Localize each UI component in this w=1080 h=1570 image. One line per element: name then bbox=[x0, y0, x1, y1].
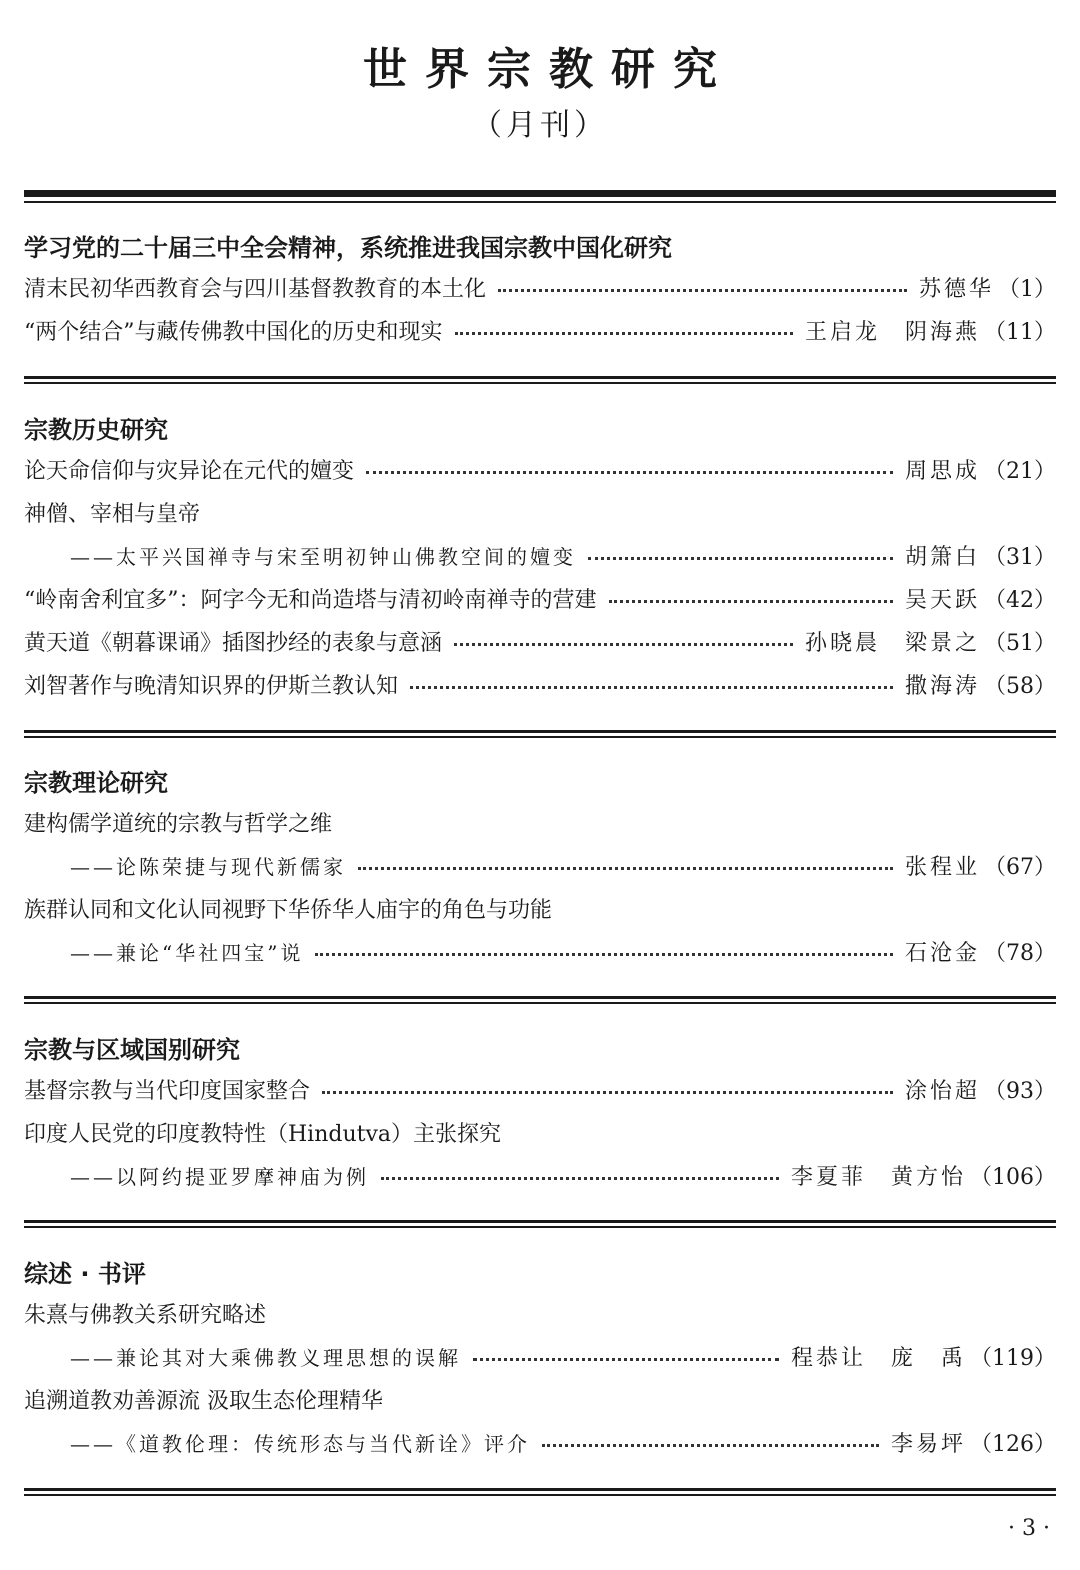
entry-author: 孙晓晨 梁景之 bbox=[804, 631, 980, 656]
dot-leader bbox=[366, 471, 893, 474]
entry-author: 张程业 bbox=[904, 855, 980, 880]
entry-title: “两个结合”与藏传佛教中国化的历史和现实 bbox=[24, 320, 443, 345]
entry-page: （106） bbox=[970, 1165, 1056, 1190]
section-regional-studies bbox=[24, 1032, 1056, 1197]
section-title: 宗教理论研究 bbox=[24, 769, 168, 797]
entry-title: 神僧、宰相与皇帝 bbox=[24, 502, 201, 527]
entry-author: 李夏菲 黄方怡 bbox=[790, 1165, 966, 1190]
section-separator bbox=[24, 730, 1056, 738]
entry-subtitle: ——论陈荣捷与现代新儒家 bbox=[70, 855, 346, 879]
entry-title: “岭南舍利宜多”：阿字今无和尚造塔与清初岭南禅寺的营建 bbox=[24, 588, 597, 613]
entry-author: 石沧金 bbox=[904, 941, 980, 966]
entry-page: （67） bbox=[984, 855, 1056, 880]
entry-title: 族群认同和文化认同视野下华侨华人庙宇的角色与功能 bbox=[24, 898, 553, 923]
dot-leader bbox=[473, 1358, 779, 1361]
toc-entry[interactable] bbox=[24, 266, 1056, 309]
section-reviews bbox=[24, 1256, 1056, 1464]
section-religious-theory bbox=[24, 765, 1056, 973]
entry-title: 朱熹与佛教关系研究略述 bbox=[24, 1303, 267, 1328]
entry-page: （51） bbox=[984, 631, 1056, 656]
toc-entry-title-line[interactable] bbox=[24, 1111, 1056, 1154]
section-separator bbox=[24, 996, 1056, 1004]
toc-entry-subtitle-line[interactable] bbox=[24, 1154, 1056, 1197]
section-religious-history bbox=[24, 412, 1056, 706]
toc-entry-title-line[interactable] bbox=[24, 491, 1056, 534]
entry-title: 追溯道教劝善源流 汲取生态伦理精华 bbox=[24, 1389, 383, 1414]
entry-page: （58） bbox=[984, 674, 1056, 699]
entry-title: 印度人民党的印度教特性（Hindutva）主张探究 bbox=[24, 1122, 502, 1147]
entry-author: 王启龙 阴海燕 bbox=[804, 320, 980, 345]
toc-entry-subtitle-line[interactable] bbox=[24, 930, 1056, 973]
toc-entry-subtitle-line[interactable] bbox=[24, 1335, 1056, 1378]
section-title: 综述 · 书评 bbox=[24, 1260, 146, 1288]
dot-leader bbox=[455, 332, 793, 335]
section-title: 学习党的二十届三中全会精神，系统推进我国宗教中国化研究 bbox=[24, 234, 672, 262]
entry-author: 程恭让 庞 禹 bbox=[790, 1346, 966, 1371]
entry-page: （42） bbox=[984, 588, 1056, 613]
toc-entry-subtitle-line[interactable] bbox=[24, 844, 1056, 887]
toc-entry[interactable] bbox=[24, 309, 1056, 352]
bottom-separator bbox=[24, 1488, 1056, 1496]
entry-author: 吴天跃 bbox=[904, 588, 980, 613]
toc-entry-subtitle-line[interactable] bbox=[24, 1421, 1056, 1464]
entry-subtitle: ——兼论其对大乘佛教义理思想的误解 bbox=[70, 1346, 461, 1370]
dot-leader bbox=[609, 600, 893, 603]
section-title: 宗教与区域国别研究 bbox=[24, 1036, 240, 1064]
entry-title: 论天命信仰与灾异论在元代的嬗变 bbox=[24, 459, 355, 484]
entry-author: 苏德华 bbox=[918, 277, 994, 302]
entry-page: （11） bbox=[984, 320, 1056, 345]
toc-entry-title-line[interactable] bbox=[24, 1292, 1056, 1335]
section-sinicization bbox=[24, 230, 1056, 352]
dot-leader bbox=[588, 557, 893, 560]
entry-subtitle: ——《道教伦理：传统形态与当代新诠》评介 bbox=[70, 1432, 530, 1456]
entry-author: 涂怡超 bbox=[904, 1079, 980, 1104]
dot-leader bbox=[358, 867, 893, 870]
journal-title: 世界宗教研究 bbox=[363, 44, 735, 95]
entry-author: 胡箫白 bbox=[904, 545, 980, 570]
dot-leader bbox=[381, 1177, 779, 1180]
dot-leader bbox=[322, 1091, 893, 1094]
page-number: · 3 · bbox=[1008, 1516, 1050, 1541]
toc-entry[interactable] bbox=[24, 1068, 1056, 1111]
entry-subtitle: ——以阿约提亚罗摩神庙为例 bbox=[70, 1165, 369, 1189]
entry-page: （126） bbox=[970, 1432, 1056, 1457]
entry-page: （21） bbox=[984, 459, 1056, 484]
toc-entry[interactable] bbox=[24, 620, 1056, 663]
toc-entry-title-line[interactable] bbox=[24, 801, 1056, 844]
masthead bbox=[0, 40, 1080, 148]
dot-leader bbox=[498, 289, 907, 292]
entry-subtitle: ——兼论“华社四宝”说 bbox=[70, 941, 304, 965]
toc-entry[interactable] bbox=[24, 663, 1056, 706]
entry-title: 基督宗教与当代印度国家整合 bbox=[24, 1079, 311, 1104]
entry-page: （78） bbox=[984, 941, 1056, 966]
entry-title: 建构儒学道统的宗教与哲学之维 bbox=[24, 812, 333, 837]
entry-title: 清末民初华西教育会与四川基督教教育的本土化 bbox=[24, 277, 487, 302]
toc-entry-title-line[interactable] bbox=[24, 887, 1056, 930]
toc-entry[interactable] bbox=[24, 448, 1056, 491]
dot-leader bbox=[454, 643, 793, 646]
entry-author: 李易坪 bbox=[890, 1432, 966, 1457]
top-double-rule bbox=[24, 190, 1056, 203]
entry-subtitle: ——太平兴国禅寺与宋至明初钟山佛教空间的嬗变 bbox=[70, 545, 576, 569]
dot-leader bbox=[315, 953, 893, 956]
entry-page: （31） bbox=[984, 545, 1056, 570]
section-title: 宗教历史研究 bbox=[24, 416, 168, 444]
toc-entry[interactable] bbox=[24, 577, 1056, 620]
dot-leader bbox=[410, 686, 893, 689]
entry-page: （93） bbox=[984, 1079, 1056, 1104]
entry-title: 黄天道《朝暮课诵》插图抄经的表象与意涵 bbox=[24, 631, 443, 656]
journal-subtitle: （月刊） bbox=[472, 108, 608, 143]
entry-author: 撒海涛 bbox=[904, 674, 980, 699]
dot-leader bbox=[542, 1444, 879, 1447]
entry-author: 周思成 bbox=[904, 459, 980, 484]
toc-entry-title-line[interactable] bbox=[24, 1378, 1056, 1421]
toc-entry-subtitle-line[interactable] bbox=[24, 534, 1056, 577]
entry-title: 刘智著作与晚清知识界的伊斯兰教认知 bbox=[24, 674, 399, 699]
section-separator bbox=[24, 376, 1056, 384]
section-separator bbox=[24, 1220, 1056, 1228]
entry-page: （119） bbox=[970, 1346, 1056, 1371]
entry-page: （1） bbox=[998, 277, 1056, 302]
